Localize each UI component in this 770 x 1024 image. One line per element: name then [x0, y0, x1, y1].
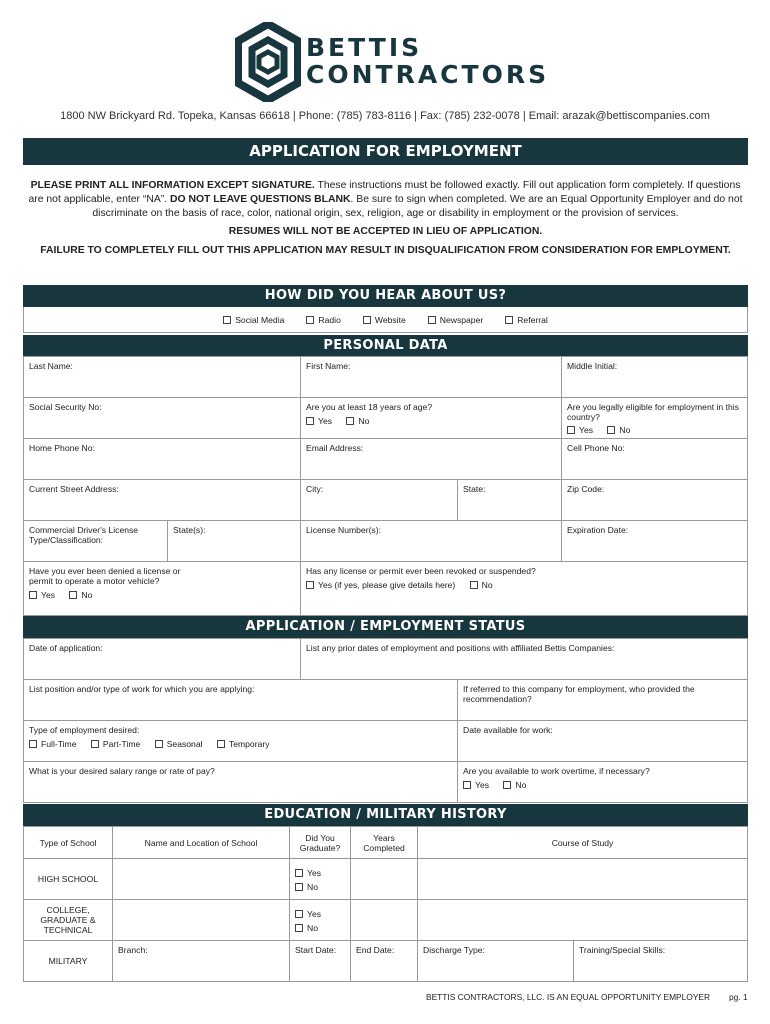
- header-graduate: Did You Graduate?: [290, 827, 351, 858]
- cdl-states-field[interactable]: State(s):: [168, 521, 301, 561]
- street-address-field[interactable]: Current Street Address:: [24, 480, 301, 520]
- company-name-line1: BETTIS: [306, 33, 423, 62]
- middle-initial-field[interactable]: Middle Initial:: [562, 357, 748, 397]
- type-seasonal[interactable]: Seasonal: [155, 739, 203, 749]
- form-row: [24, 562, 748, 616]
- personal-data-grid: [23, 356, 748, 616]
- age-yes[interactable]: Yes: [306, 416, 332, 426]
- header-years-completed: Years Completed: [351, 827, 418, 858]
- form-row: [24, 762, 748, 803]
- home-phone-field[interactable]: Home Phone No:: [24, 439, 301, 479]
- instructions: [23, 179, 748, 220]
- zip-field[interactable]: Zip Code:: [562, 480, 748, 520]
- date-of-application-field[interactable]: Date of application:: [24, 639, 301, 679]
- table-row: [24, 941, 748, 982]
- form-title: APPLICATION FOR EMPLOYMENT: [23, 138, 748, 165]
- training-skills-field[interactable]: Training/Special Skills:: [574, 941, 748, 981]
- employment-type-question: Type of employment desired: Full-Time Part-Time Seasonal Temporary: [24, 721, 458, 761]
- checkbox-icon[interactable]: [91, 740, 99, 748]
- overtime-no[interactable]: No: [503, 780, 526, 790]
- company-name-line2: CONTRACTORS: [306, 60, 550, 89]
- section-education-title: EDUCATION / MILITARY HISTORY: [23, 804, 748, 826]
- hear-options: [23, 307, 748, 333]
- age-no[interactable]: No: [346, 416, 369, 426]
- expiration-date-field[interactable]: Expiration Date:: [562, 521, 748, 561]
- end-date-field[interactable]: End Date:: [351, 941, 418, 981]
- form-row: [24, 439, 748, 480]
- hear-option-radio[interactable]: Radio: [306, 315, 340, 325]
- college-years-field[interactable]: [351, 900, 418, 940]
- checkbox-icon[interactable]: [463, 781, 471, 789]
- type-full-time[interactable]: Full-Time: [29, 739, 77, 749]
- resume-notice: RESUMES WILL NOT BE ACCEPTED IN LIEU OF APPLICATION.: [228, 226, 543, 237]
- college-course-field[interactable]: [418, 900, 748, 940]
- high-school-course-field[interactable]: [418, 859, 748, 899]
- first-name-field[interactable]: First Name:: [301, 357, 562, 397]
- checkbox-icon[interactable]: [69, 591, 77, 599]
- high-school-years-field[interactable]: [351, 859, 418, 899]
- cell-phone-field[interactable]: Cell Phone No:: [562, 439, 748, 479]
- type-part-time[interactable]: Part-Time: [91, 739, 140, 749]
- form-row: [24, 521, 748, 562]
- eligible-question: Are you legally eligible for employment in this country? Yes No: [562, 398, 748, 438]
- prior-dates-field[interactable]: List any prior dates of employment and positions with affiliated Bettis Companies:: [301, 639, 748, 679]
- position-field[interactable]: List position and/or type of work for which you are applying:: [24, 680, 458, 720]
- checkbox-icon[interactable]: [306, 417, 314, 425]
- college-grad-yes[interactable]: Yes: [295, 909, 345, 919]
- college-label: COLLEGE, GRADUATE & TECHNICAL: [24, 900, 113, 940]
- status-grid: [23, 638, 748, 803]
- military-label: MILITARY: [24, 941, 113, 981]
- checkbox-icon[interactable]: [505, 316, 513, 324]
- checkbox-icon[interactable]: [428, 316, 436, 324]
- college-graduate: [290, 900, 351, 940]
- referred-field[interactable]: If referred to this company for employment, who provided the recommendation?: [458, 680, 748, 720]
- checkbox-icon[interactable]: [306, 581, 314, 589]
- denied-question: Have you ever been denied a license or permit to operate a motor vehicle? Yes No: [24, 562, 301, 615]
- education-grid: [23, 826, 748, 982]
- instructions-lead: PLEASE PRINT ALL INFORMATION EXCEPT SIGNATURE.: [30, 180, 315, 191]
- hs-grad-no[interactable]: No: [295, 882, 345, 892]
- cdl-type-field[interactable]: Commercial Driver's License Type/Classification:: [24, 521, 168, 561]
- license-numbers-field[interactable]: License Number(s):: [301, 521, 562, 561]
- salary-field[interactable]: What is your desired salary range or rate of pay?: [24, 762, 458, 802]
- overtime-yes[interactable]: Yes: [463, 780, 489, 790]
- type-temporary[interactable]: Temporary: [217, 739, 270, 749]
- checkbox-icon[interactable]: [470, 581, 478, 589]
- hear-option-referral[interactable]: Referral: [505, 315, 548, 325]
- denied-no[interactable]: No: [69, 590, 92, 600]
- hear-option-website[interactable]: Website: [363, 315, 406, 325]
- date-available-field[interactable]: Date available for work:: [458, 721, 748, 761]
- header-type-of-school: Type of School: [24, 827, 113, 858]
- header-name-location: Name and Location of School: [113, 827, 290, 858]
- city-field[interactable]: City:: [301, 480, 458, 520]
- hear-option-social[interactable]: Social Media: [223, 315, 284, 325]
- footer-eoe: BETTIS CONTRACTORS, LLC. IS AN EQUAL OPPORTUNITY EMPLOYER: [426, 992, 711, 1002]
- section-status-title: APPLICATION / EMPLOYMENT STATUS: [23, 616, 748, 638]
- checkbox-icon[interactable]: [29, 591, 37, 599]
- checkbox-icon[interactable]: [346, 417, 354, 425]
- eligible-no[interactable]: No: [607, 425, 630, 435]
- checkbox-icon[interactable]: [363, 316, 371, 324]
- footer-page-number: pg. 1: [729, 992, 748, 1002]
- hexagon-logo-icon: [235, 22, 301, 102]
- checkbox-icon[interactable]: [503, 781, 511, 789]
- checkbox-icon[interactable]: [295, 869, 303, 877]
- table-row: [24, 859, 748, 900]
- college-grad-no[interactable]: No: [295, 923, 345, 933]
- high-school-graduate: [290, 859, 351, 899]
- instructions-part2: . Be sure to sign when completed. We are an Equal Opportunity Employer and do not discriminate on the basis of race, color, national origin, sex, religion, age or disability in employment or the provision of services.: [92, 193, 743, 219]
- email-field[interactable]: Email Address:: [301, 439, 562, 479]
- ssn-field[interactable]: Social Security No:: [24, 398, 301, 438]
- header-course-of-study: Course of Study: [418, 827, 748, 858]
- discharge-type-field[interactable]: Discharge Type:: [418, 941, 574, 981]
- form-row: [24, 480, 748, 521]
- form-row: [24, 721, 748, 762]
- form-row: [24, 398, 748, 439]
- instructions-part1: These instructions must be followed exactly. Fill out application form completely. If questions are not applicable, enter “NA”.: [28, 180, 741, 205]
- company-name: [306, 34, 549, 88]
- checkbox-icon[interactable]: [155, 740, 163, 748]
- checkbox-icon[interactable]: [295, 924, 303, 932]
- checkbox-icon[interactable]: [306, 316, 314, 324]
- form-row: [24, 357, 748, 398]
- checkbox-icon[interactable]: [217, 740, 225, 748]
- start-date-field[interactable]: Start Date:: [290, 941, 351, 981]
- revoked-no[interactable]: No: [470, 580, 493, 590]
- state-field[interactable]: State:: [458, 480, 562, 520]
- high-school-label: HIGH SCHOOL: [24, 859, 113, 899]
- checkbox-icon[interactable]: [607, 426, 615, 434]
- hear-option-newspaper[interactable]: Newspaper: [428, 315, 483, 325]
- branch-field[interactable]: Branch:: [113, 941, 290, 981]
- form-row: [24, 680, 748, 721]
- denied-yes[interactable]: Yes: [29, 590, 55, 600]
- form-row: [24, 639, 748, 680]
- eligible-yes[interactable]: Yes: [567, 425, 593, 435]
- failure-notice: FAILURE TO COMPLETELY FILL OUT THIS APPLICATION MAY RESULT IN DISQUALIFICATION FROM CONSIDERATION FOR EMPLOYMENT.: [40, 245, 731, 256]
- company-logo: [235, 22, 550, 102]
- section-personal-title: PERSONAL DATA: [23, 335, 748, 357]
- age-question: Are you at least 18 years of age? Yes No: [301, 398, 562, 438]
- overtime-question: Are you available to work overtime, if necessary? Yes No: [458, 762, 748, 802]
- table-row: [24, 900, 748, 941]
- checkbox-icon[interactable]: [223, 316, 231, 324]
- revoked-yes[interactable]: Yes (if yes, please give details here): [306, 580, 455, 590]
- last-name-field[interactable]: Last Name:: [24, 357, 301, 397]
- checkbox-icon[interactable]: [295, 883, 303, 891]
- company-address: 1800 NW Brickyard Rd. Topeka, Kansas 66618 | Phone: (785) 783-8116 | Fax: (785) 232-0078 | Email: arazak@bettiscompanies.com: [60, 110, 710, 122]
- revoked-question: Has any license or permit ever been revoked or suspended? Yes (if yes, please give details here) No: [301, 562, 748, 615]
- checkbox-icon[interactable]: [295, 910, 303, 918]
- hs-grad-yes[interactable]: Yes: [295, 868, 345, 878]
- instructions-bold: DO NOT LEAVE QUESTIONS BLANK: [170, 193, 351, 205]
- college-name-field[interactable]: [113, 900, 290, 940]
- high-school-name-field[interactable]: [113, 859, 290, 899]
- checkbox-icon[interactable]: [567, 426, 575, 434]
- section-hear-title: HOW DID YOU HEAR ABOUT US?: [23, 285, 748, 307]
- checkbox-icon[interactable]: [29, 740, 37, 748]
- table-header-row: [24, 827, 748, 859]
